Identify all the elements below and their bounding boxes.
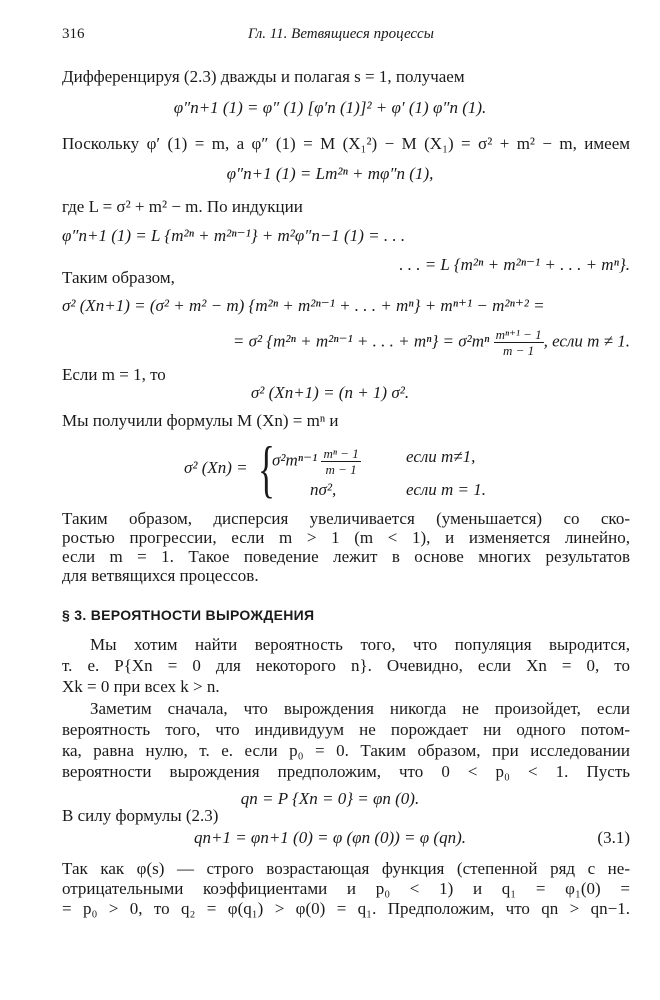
equation: . . . = L {m²ⁿ + m²ⁿ⁻¹ + . . . + mⁿ}.: [399, 255, 630, 274]
text-line: Дифференцируя (2.3) дважды и полагая s = 1, получаем: [62, 67, 465, 86]
equation-lead: = σ² {m²ⁿ + m²ⁿ⁻¹ + . . . + mⁿ} = σ²mⁿ: [232, 331, 490, 351]
text-line: Xk = 0 при всех k > n.: [62, 677, 220, 696]
text-line: если m = 1. Такое поведение лежит в основе многих результатов: [62, 547, 630, 566]
text-line: Мы хотим найти вероятность того, что популяция выродится,: [90, 635, 630, 654]
fraction-denominator: m − 1: [325, 462, 357, 477]
fraction: [494, 327, 544, 358]
fraction-numerator: mⁿ − 1: [323, 446, 359, 461]
cases-lhs: σ² (Xn) =: [184, 458, 248, 477]
case-2-value: nσ²,: [310, 480, 337, 499]
equation: qn = P {Xn = 0} = φn (0).: [240, 789, 420, 808]
page-number: 316: [62, 26, 85, 42]
left-brace: {: [258, 433, 275, 504]
text-line: Поскольку φ′ (1) = m, а φ″ (1) = M (X₁²) − M (X₁) = σ² + m² − m, имеем: [62, 134, 630, 153]
text-line: ка, равна нулю, т. е. если p₀ = 0. Таким образом, при исследовании: [62, 741, 630, 760]
fraction-numerator: mⁿ⁺¹ − 1: [495, 327, 542, 342]
text-line: Так как φ(s) — строго возрастающая функция (степенной ряд с не-: [62, 859, 630, 878]
text-line: ростью прогрессии, если m > 1 (m < 1), и изменяется линейно,: [62, 528, 630, 547]
equation: [233, 327, 630, 358]
text-line: для ветвящихся процессов.: [62, 566, 259, 585]
case-2-condition: если m = 1.: [406, 480, 487, 499]
equation: σ² (Xn+1) = (σ² + m² − m) {m²ⁿ + m²ⁿ⁻¹ + . . . + mⁿ} + mⁿ⁺¹ − m²ⁿ⁺² =: [62, 296, 545, 315]
case-1-value: [272, 446, 361, 477]
text-line: отрицательными коэффициентами и p₀ < 1) и q₁ = φ₁(0) =: [62, 879, 630, 898]
text-line: вероятность того, что индивидуум не порождает ни одного потом-: [62, 720, 630, 739]
text-line: где L = σ² + m² − m. По индукции: [62, 197, 303, 216]
equation: σ² (Xn+1) = (n + 1) σ².: [250, 383, 410, 402]
equation: φ″n+1 (1) = φ″ (1) [φ′n (1)]² + φ′ (1) φ″n (1).: [173, 98, 487, 117]
text-line: Мы получили формулы M (Xn) = mⁿ и: [62, 411, 339, 430]
equation-number: (3.1): [597, 828, 630, 847]
text-line: Таким образом,: [62, 268, 175, 287]
text-line: = p₀ > 0, то q₂ = φ(q₁) > φ(0) = q₁. Предположим, что qn > qn−1.: [62, 899, 630, 918]
fraction-denominator: m − 1: [503, 343, 535, 358]
case-1-lead: σ²mⁿ⁻¹: [272, 450, 318, 470]
equation: qn+1 = φn+1 (0) = φ (φn (0)) = φ (qn).: [193, 828, 467, 847]
equation: φ″n+1 (1) = Lm²ⁿ + mφ″n (1),: [226, 164, 434, 183]
text-line: В силу формулы (2.3): [62, 806, 219, 825]
text-line: вероятности вырождения предположим, что 0 < p₀ < 1. Пусть: [62, 762, 630, 781]
text-line: Заметим сначала, что вырождения никогда не произойдет, если: [90, 699, 630, 718]
equation-condition: , если m ≠ 1.: [543, 331, 630, 351]
text-line: Таким образом, дисперсия увеличивается (уменьшается) со ско-: [62, 509, 630, 528]
equation: φ″n+1 (1) = L {m²ⁿ + m²ⁿ⁻¹} + m²φ″n−1 (1) = . . .: [62, 226, 406, 245]
section-heading: § 3. ВЕРОЯТНОСТИ ВЫРОЖДЕНИЯ: [62, 607, 315, 623]
case-1-condition: если m≠1,: [406, 447, 476, 466]
fraction: [321, 446, 360, 477]
text-line: т. е. P{Xn = 0 для некоторого n}. Очевидно, если Xn = 0, то: [62, 656, 630, 675]
text-line: Если m = 1, то: [62, 365, 166, 384]
running-title: Гл. 11. Ветвящиеся процессы: [248, 26, 434, 42]
